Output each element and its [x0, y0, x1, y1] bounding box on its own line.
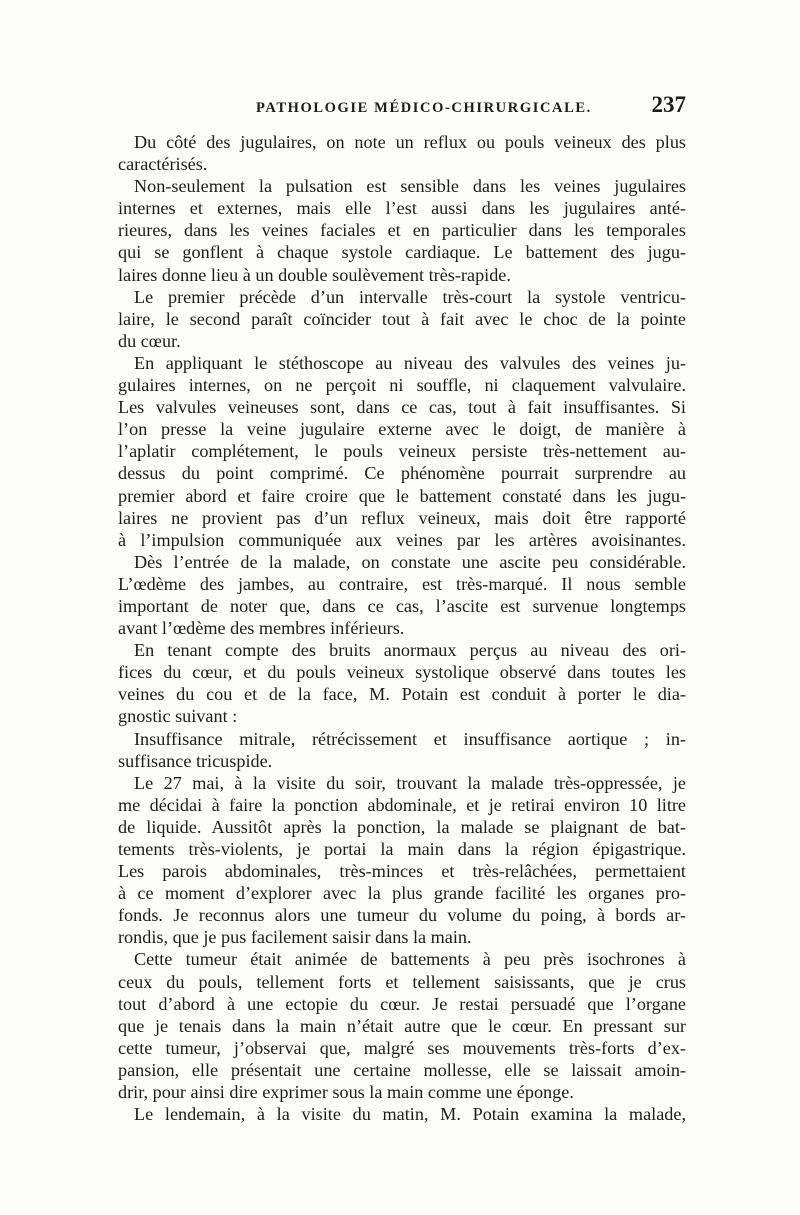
text-line: L’œdème des jambes, au contraire, est très-marqué. Il nous semble: [118, 573, 686, 594]
text-line: laires ne provient pas d’un reflux veineux, mais doit être rapporté: [118, 507, 686, 528]
text-line: à l’impulsion communiquée aux veines par les artères avoisinantes.: [118, 529, 686, 550]
text-line: Les valvules veineuses sont, dans ce cas, tout à fait insuffisantes. Si: [118, 397, 686, 418]
text-line: que je tenais dans la main n’était autre que le cœur. En pressant sur: [118, 1015, 686, 1036]
text-line: avant l’œdème des membres inférieurs.: [118, 618, 405, 639]
text-line: drir, pour ainsi dire exprimer sous la main comme une éponge.: [118, 1082, 574, 1103]
text-line: veines du cou et de la face, M. Potain est conduit à porter le dia-: [118, 684, 686, 705]
text-line: de liquide. Aussitôt après la ponction, la malade se plaignant de bat-: [118, 816, 686, 837]
text-line: suffisance tricuspide.: [118, 750, 273, 771]
text-line: Le premier précède d’un intervalle très-court la systole ventricu-: [134, 286, 686, 307]
text-line: Du côté des jugulaires, on note un reflux ou pouls veineux des plus: [134, 132, 686, 152]
text-line: fices du cœur, et du pouls veineux systolique observé dans toutes les: [118, 662, 686, 683]
text-line: Le 27 mai, à la visite du soir, trouvant la malade très-oppressée, je: [134, 772, 686, 793]
text-line: rieures, dans les veines faciales et en particulier dans les temporales: [118, 220, 686, 241]
text-line: fonds. Je reconnus alors une tumeur du volume du poing, à bords ar-: [118, 905, 686, 926]
text-line: Le lendemain, à la visite du matin, M. Potain examina la malade,: [134, 1104, 686, 1125]
text-line: Non-seulement la pulsation est sensible dans les veines jugulaires: [134, 176, 686, 197]
text-line: ceux du pouls, tellement forts et tellement saisissants, que je crus: [118, 971, 686, 992]
text-line: à ce moment d’explorer avec la plus grande facilité les organes pro-: [118, 883, 686, 904]
text-line: dessus du point comprimé. Ce phénomène pourrait surprendre au: [118, 463, 686, 484]
text-line: qui se gonflent à chaque systole cardiaque. Le battement des jugu-: [118, 242, 686, 263]
text-line: pansion, elle présentait une certaine mollesse, elle se laissait amoin-: [118, 1059, 686, 1080]
text-line: me décidai à faire la ponction abdominale, et je retirai environ 10 litre: [118, 794, 686, 815]
text-line: tout d’abord à une ectopie du cœur. Je restai persuadé que l’organe: [118, 993, 686, 1014]
text-line: rondis, que je pus facilement saisir dans la main.: [118, 927, 472, 948]
text-line: laires donne lieu à un double soulèvement très-rapide.: [118, 264, 511, 285]
text-line: premier abord et faire croire que le battement constaté dans les jugu-: [118, 485, 686, 506]
running-title: PATHOLOGIE MÉDICO-CHIRURGICALE.: [256, 100, 592, 116]
text-line: Cette tumeur était animée de battements à peu près isochrones à: [134, 949, 686, 970]
text-line: caractérisés.: [118, 154, 208, 175]
text-line: cette tumeur, j’observai que, malgré ses mouvements très-forts d’ex-: [118, 1037, 686, 1058]
text-line: gnostic suivant :: [118, 706, 238, 727]
text-line: l’on presse la veine jugulaire externe avec le doigt, de manière à: [118, 419, 686, 440]
text-line: laire, le second paraît coïncider tout à fait avec le choc de la pointe: [118, 308, 686, 329]
page-header: [118, 92, 686, 122]
page-body-text: [118, 131, 686, 1125]
text-line: Les parois abdominales, très-minces et très-relâchées, permettaient: [118, 861, 686, 882]
page-number: 237: [651, 92, 686, 117]
text-line: En tenant compte des bruits anormaux perçus au niveau des ori-: [134, 640, 686, 661]
text-line: important de noter que, dans ce cas, l’ascite est survenue longtemps: [118, 595, 686, 616]
text-line: En appliquant le stéthoscope au niveau des valvules des veines ju-: [134, 352, 686, 373]
text-line: du cœur.: [118, 330, 181, 351]
text-line: Dès l’entrée de la malade, on constate une ascite peu considérable.: [134, 551, 686, 572]
text-line: Insuffisance mitrale, rétrécissement et insuffisance aortique ; in-: [134, 728, 686, 749]
text-line: l’aplatir complétement, le pouls veineux persiste très-nettement au-: [118, 441, 686, 462]
text-line: tements très-violents, je portai la main dans la région épigastrique.: [118, 839, 686, 859]
text-line: gulaires internes, on ne perçoit ni souffle, ni claquement valvulaire.: [118, 375, 686, 396]
text-line: internes et externes, mais elle l’est aussi dans les jugulaires anté-: [118, 198, 686, 219]
